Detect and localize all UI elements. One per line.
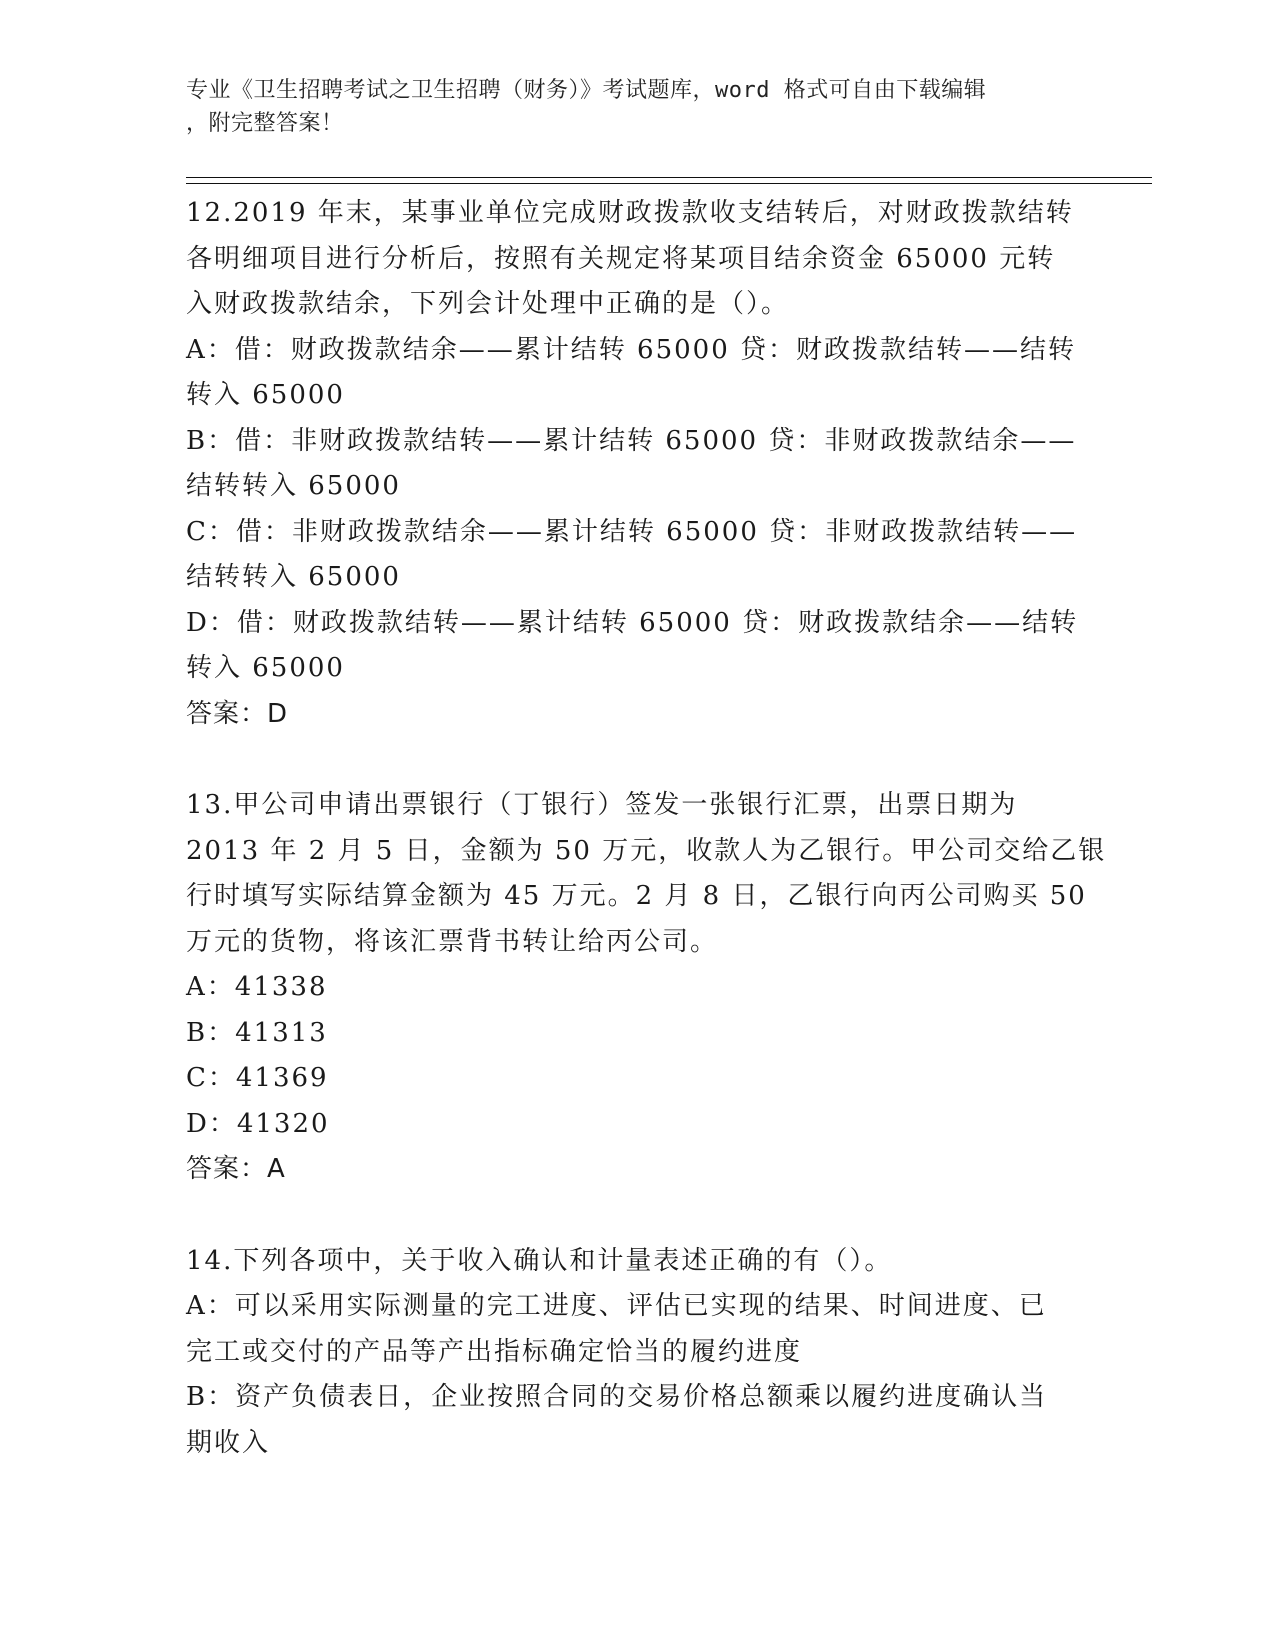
spacer (186, 1193, 1086, 1239)
option-c-line: C：借：非财政拨款结余——累计结转 65000 贷：非财政拨款结转—— (186, 516, 1078, 547)
question-text-line: 14.下列各项中，关于收入确认和计量表述正确的有（）。 (186, 1245, 893, 1276)
document-header (186, 74, 1066, 140)
option-d-line: D：借：财政拨款结转——累计结转 65000 贷：财政拨款结余——结转 (186, 607, 1079, 638)
answer-label: 答案：D (186, 698, 289, 729)
option-d-line: D：41320 (186, 1108, 330, 1139)
option-a-line: 转入 65000 (186, 380, 345, 410)
header-divider-top (186, 177, 1152, 178)
option-d-line: 转入 65000 (186, 653, 345, 683)
spacer (186, 737, 1086, 783)
question-text-line: 行时填写实际结算金额为 45 万元。2 月 8 日，乙银行向丙公司购买 50 (186, 881, 1087, 911)
question-text-line: 12.2019 年末，某事业单位完成财政拨款收支结转后，对财政拨款结转 (186, 198, 1074, 228)
option-c-line: C：41369 (186, 1063, 329, 1093)
answer-label: 答案：A (186, 1154, 286, 1184)
question-text-line: 13.甲公司申请出票银行（丁银行）签发一张银行汇票，出票日期为 (186, 790, 1018, 820)
option-c-line: 结转转入 65000 (186, 562, 401, 592)
header-divider-bottom (186, 183, 1152, 184)
option-a-line: 完工或交付的产品等产出指标确定恰当的履约进度 (186, 1336, 803, 1367)
question-14 (186, 1239, 1086, 1467)
question-text-line: 万元的货物，将该汇票背书转让给丙公司。 (186, 926, 719, 957)
header-line: ，附完整答案！ (186, 111, 344, 136)
question-text-line: 入财政拨款结余，下列会计处理中正确的是（）。 (186, 289, 790, 319)
option-a-line: A：41338 (186, 972, 328, 1002)
option-b-line: B：41313 (186, 1017, 328, 1048)
header-line: 专业《卫生招聘考试之卫生招聘（财务）》考试题库，word 格式可自由下载编辑 (186, 78, 987, 103)
option-a-line: A：可以采用实际测量的完工进度、评估已实现的结果、时间进度、已 (186, 1291, 1047, 1321)
option-b-line: 期收入 (186, 1427, 271, 1458)
question-12 (186, 191, 1086, 737)
question-text-line: 各明细项目进行分析后，按照有关规定将某项目结余资金 65000 元转 (186, 243, 1056, 274)
option-b-line: B：借：非财政拨款结转——累计结转 65000 贷：非财政拨款结余—— (186, 425, 1077, 456)
option-b-line: B：资产负债表日，企业按照合同的交易价格总额乘以履约进度确认当 (186, 1382, 1048, 1412)
option-a-line: A：借：财政拨款结余——累计结转 65000 贷：财政拨款结转——结转 (186, 334, 1077, 365)
question-list (186, 191, 1107, 1466)
question-text-line: 2013 年 2 月 5 日，金额为 50 万元，收款人为乙银行。甲公司交给乙银 (186, 835, 1107, 866)
question-13 (186, 783, 1107, 1193)
option-b-line: 结转转入 65000 (186, 471, 401, 501)
